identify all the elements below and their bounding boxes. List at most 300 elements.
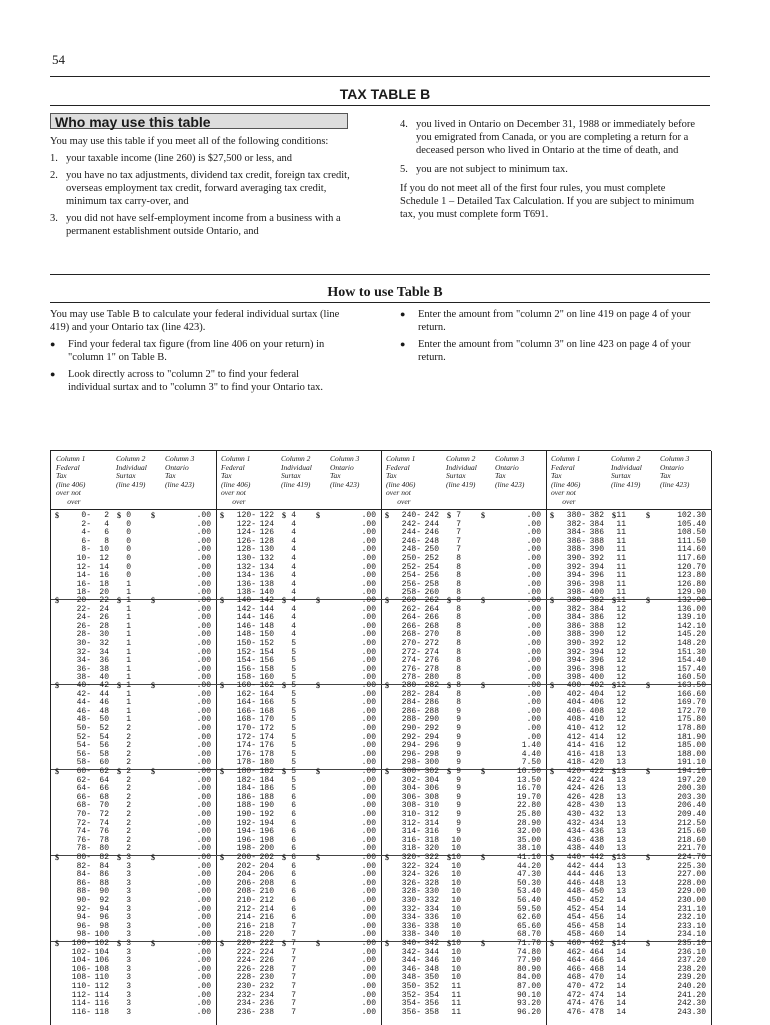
- ontario-value: 62.60: [516, 913, 541, 923]
- to-value: 62: [99, 767, 109, 776]
- ontario-value: 132.90: [677, 596, 706, 605]
- surtax-value: 0: [126, 519, 131, 529]
- dollar-sign: $: [481, 767, 485, 776]
- from-value: 382-: [566, 519, 586, 529]
- surtax-value: 6: [291, 809, 296, 819]
- from-value: 404-: [566, 698, 586, 708]
- dollar-sign: $: [481, 681, 485, 690]
- ontario-value: 234.10: [677, 930, 706, 940]
- ontario-value: 84.00: [516, 973, 541, 983]
- to-value: 160: [259, 673, 274, 683]
- dollar-sign: $: [646, 681, 650, 690]
- to-value: 198: [259, 835, 274, 845]
- to-value: 242: [424, 511, 439, 520]
- to-value: 470: [589, 973, 604, 983]
- to-value: 406: [589, 698, 604, 708]
- surtax-value: 7: [456, 528, 461, 538]
- from-value: 32-: [76, 647, 91, 657]
- from-value: 232-: [236, 990, 256, 1000]
- from-value: 226-: [236, 964, 256, 974]
- ontario-value: 1.40: [521, 741, 541, 751]
- from-value: 432-: [566, 818, 586, 828]
- from-value: 426-: [566, 792, 586, 802]
- ontario-value: 129.90: [677, 588, 706, 598]
- ontario-value: 157.40: [677, 664, 706, 674]
- surtax-value: 12: [616, 741, 626, 751]
- surtax-value: 6: [291, 835, 296, 845]
- ontario-value: .00: [361, 553, 376, 563]
- dollar-sign: $: [550, 511, 554, 520]
- ontario-value: .00: [196, 767, 211, 776]
- ontario-value: .00: [361, 715, 376, 725]
- from-value: 144-: [236, 613, 256, 623]
- to-value: 290: [424, 715, 439, 725]
- to-value: 304: [424, 775, 439, 785]
- from-value: 54-: [76, 741, 91, 751]
- table-row: [51, 880, 216, 889]
- from-value: 460-: [566, 939, 586, 948]
- surtax-value: 1: [126, 698, 131, 708]
- ontario-value: .00: [196, 792, 211, 802]
- dollar-sign: $: [550, 596, 554, 605]
- surtax-value: 8: [456, 664, 461, 674]
- surtax-value: 4: [291, 613, 296, 623]
- surtax-value: 11: [616, 553, 626, 563]
- to-value: 78: [99, 835, 109, 845]
- surtax-value: 14: [616, 939, 626, 948]
- surtax-value: 1: [126, 673, 131, 683]
- from-value: 96-: [76, 921, 91, 931]
- surtax-value: 14: [616, 990, 626, 1000]
- from-value: 14-: [76, 571, 91, 581]
- ontario-value: .00: [361, 732, 376, 742]
- dollar-sign: $: [151, 596, 155, 605]
- from-value: 474-: [566, 999, 586, 1009]
- from-value: 412-: [566, 732, 586, 742]
- surtax-value: 7: [291, 956, 296, 966]
- surtax-value: 2: [126, 801, 131, 811]
- to-value: 260: [424, 588, 439, 598]
- to-value: 400: [589, 588, 604, 598]
- from-value: 142-: [236, 604, 256, 614]
- surtax-value: 2: [126, 741, 131, 751]
- surtax-value: 11: [616, 511, 626, 520]
- from-value: 198-: [236, 844, 256, 854]
- table-row: [51, 512, 216, 521]
- to-value: 148: [259, 621, 274, 631]
- from-value: 220-: [236, 939, 256, 948]
- from-value: 444-: [566, 870, 586, 880]
- ontario-value: .00: [196, 818, 211, 828]
- to-value: 222: [259, 939, 274, 948]
- ontario-value: .00: [196, 801, 211, 811]
- surtax-value: 6: [291, 861, 296, 871]
- from-value: 134-: [236, 571, 256, 581]
- ontario-value: .00: [361, 656, 376, 666]
- who-heading: Who may use this table: [50, 113, 348, 129]
- surtax-value: 10: [451, 947, 461, 957]
- to-value: 418: [589, 749, 604, 759]
- surtax-value: 14: [616, 913, 626, 923]
- howto-right: [400, 308, 700, 364]
- ontario-value: .00: [196, 947, 211, 957]
- dollar-sign: $: [385, 939, 389, 948]
- dollar-sign: $: [117, 596, 121, 605]
- from-value: 8-: [81, 545, 91, 555]
- to-value: 204: [259, 861, 274, 871]
- from-value: 324-: [401, 870, 421, 880]
- surtax-value: 9: [456, 818, 461, 828]
- table-row: [51, 538, 216, 547]
- surtax-value: 8: [456, 698, 461, 708]
- table-row: [51, 649, 216, 658]
- from-value: 296-: [401, 749, 421, 759]
- surtax-value: 10: [451, 861, 461, 871]
- row-group: [51, 511, 216, 600]
- to-value: 412: [589, 723, 604, 733]
- to-value: 134: [259, 562, 274, 572]
- to-value: 452: [589, 895, 604, 905]
- ontario-value: .00: [196, 723, 211, 733]
- table-column-block: [216, 451, 382, 1025]
- to-value: 442: [589, 853, 604, 862]
- surtax-value: 13: [616, 809, 626, 819]
- from-value: 218-: [236, 930, 256, 940]
- surtax-value: 8: [456, 571, 461, 581]
- ontario-value: .00: [361, 956, 376, 966]
- table-row: [51, 897, 216, 906]
- from-value: 398-: [566, 673, 586, 683]
- ontario-value: .00: [196, 545, 211, 555]
- from-value: 202-: [236, 861, 256, 871]
- surtax-value: 7: [291, 1007, 296, 1017]
- from-value: 398-: [566, 588, 586, 598]
- ontario-value: .00: [361, 939, 376, 948]
- ontario-value: .00: [361, 878, 376, 888]
- to-value: 472: [589, 981, 604, 991]
- to-value: 94: [99, 904, 109, 914]
- surtax-value: 4: [291, 621, 296, 631]
- to-value: 172: [259, 723, 274, 733]
- surtax-value: 11: [616, 545, 626, 555]
- surtax-value: 0: [126, 571, 131, 581]
- dollar-sign: $: [282, 767, 286, 776]
- table-row: [51, 863, 216, 872]
- surtax-value: 7: [291, 981, 296, 991]
- from-value: 352-: [401, 990, 421, 1000]
- dollar-sign: $: [316, 853, 320, 862]
- to-value: 398: [589, 579, 604, 589]
- ontario-value: .00: [526, 698, 541, 708]
- to-value: 168: [259, 706, 274, 716]
- from-value: 428-: [566, 801, 586, 811]
- from-value: 402-: [566, 689, 586, 699]
- to-value: 414: [589, 732, 604, 742]
- ontario-value: .00: [196, 930, 211, 940]
- table-row: [51, 529, 216, 538]
- to-value: 218: [259, 921, 274, 931]
- surtax-value: 11: [616, 519, 626, 529]
- from-value: 470-: [566, 981, 586, 991]
- to-value: 278: [424, 664, 439, 674]
- from-value: 106-: [71, 964, 91, 974]
- ontario-value: .00: [361, 999, 376, 1009]
- surtax-value: 1: [126, 715, 131, 725]
- from-value: 208-: [236, 887, 256, 897]
- table-row: [546, 1009, 711, 1018]
- table-row: [51, 1009, 216, 1018]
- from-value: 156-: [236, 664, 256, 674]
- to-value: 146: [259, 613, 274, 623]
- surtax-value: 8: [456, 553, 461, 563]
- dollar-sign: $: [282, 511, 286, 520]
- ontario-value: .00: [361, 930, 376, 940]
- from-value: 86-: [76, 878, 91, 888]
- surtax-value: 6: [291, 913, 296, 923]
- surtax-value: 8: [456, 596, 461, 605]
- dollar-sign: $: [612, 596, 616, 605]
- from-value: 92-: [76, 904, 91, 914]
- surtax-value: 3: [126, 956, 131, 966]
- ontario-value: .00: [196, 895, 211, 905]
- from-value: 466-: [566, 964, 586, 974]
- surtax-value: 3: [126, 947, 131, 957]
- table-row: [51, 785, 216, 794]
- from-value: 172-: [236, 732, 256, 742]
- surtax-value: 11: [616, 536, 626, 546]
- to-value: 136: [259, 571, 274, 581]
- to-value: 74: [99, 818, 109, 828]
- table-row: [51, 794, 216, 803]
- from-value: 254-: [401, 571, 421, 581]
- surtax-value: 2: [126, 835, 131, 845]
- table-row: [51, 725, 216, 734]
- from-value: 30-: [76, 638, 91, 648]
- ontario-value: .00: [196, 887, 211, 897]
- ontario-value: .00: [196, 562, 211, 572]
- from-value: 120-: [236, 511, 256, 520]
- surtax-value: 4: [291, 536, 296, 546]
- surtax-value: 10: [451, 964, 461, 974]
- surtax-value: 11: [451, 981, 461, 991]
- from-value: 382-: [566, 604, 586, 614]
- to-value: 56: [99, 741, 109, 751]
- surtax-value: 5: [291, 723, 296, 733]
- from-value: 132-: [236, 562, 256, 572]
- dollar-sign: $: [316, 596, 320, 605]
- surtax-value: 7: [291, 947, 296, 957]
- surtax-value: 4: [291, 528, 296, 538]
- dollar-sign: $: [316, 511, 320, 520]
- ontario-value: .00: [526, 579, 541, 589]
- ontario-value: 4.40: [521, 749, 541, 759]
- from-value: 112-: [71, 990, 91, 1000]
- dollar-sign: $: [550, 767, 554, 776]
- row-group: [546, 511, 711, 600]
- who-intro: You may use this table if you meet all of the following conditions:: [50, 136, 329, 147]
- to-value: 392: [589, 553, 604, 563]
- ontario-value: .00: [526, 621, 541, 631]
- surtax-value: 1: [126, 588, 131, 598]
- ontario-value: .00: [526, 545, 541, 555]
- dollar-sign: $: [385, 596, 389, 605]
- from-value: 346-: [401, 964, 421, 974]
- dollar-sign: $: [385, 511, 389, 520]
- to-value: 170: [259, 715, 274, 725]
- to-value: 122: [259, 511, 274, 520]
- to-value: 312: [424, 809, 439, 819]
- surtax-value: 5: [291, 749, 296, 759]
- from-value: 388-: [566, 630, 586, 640]
- from-value: 82-: [76, 861, 91, 871]
- ontario-value: 35.00: [516, 835, 541, 845]
- ontario-value: .00: [526, 706, 541, 716]
- dollar-sign: $: [447, 939, 451, 948]
- ontario-value: .00: [196, 511, 211, 520]
- surtax-value: 12: [616, 656, 626, 666]
- surtax-value: 12: [616, 715, 626, 725]
- surtax-value: 8: [456, 562, 461, 572]
- to-value: 110: [94, 973, 109, 983]
- ontario-value: .00: [526, 519, 541, 529]
- ontario-value: 238.20: [677, 964, 706, 974]
- to-value: 300: [424, 758, 439, 768]
- table-row: [51, 742, 216, 751]
- to-value: 144: [259, 604, 274, 614]
- to-value: 42: [99, 681, 109, 690]
- surtax-value: 10: [451, 835, 461, 845]
- dollar-sign: $: [612, 853, 616, 862]
- table-row: [51, 768, 216, 777]
- to-value: 14: [99, 562, 109, 572]
- to-value: 106: [94, 956, 109, 966]
- surtax-value: 7: [456, 536, 461, 546]
- ontario-value: .00: [361, 511, 376, 520]
- table-row: [51, 699, 216, 708]
- to-value: 66: [99, 784, 109, 794]
- surtax-value: 14: [616, 999, 626, 1009]
- surtax-value: 14: [616, 947, 626, 957]
- to-value: 104: [94, 947, 109, 957]
- surtax-value: 9: [456, 801, 461, 811]
- ontario-value: .00: [361, 844, 376, 854]
- to-value: 258: [424, 579, 439, 589]
- to-value: 464: [589, 947, 604, 957]
- from-value: 268-: [401, 630, 421, 640]
- row-group: [381, 511, 546, 600]
- to-value: 458: [589, 921, 604, 931]
- table-row: [51, 734, 216, 743]
- ontario-value: .00: [361, 809, 376, 819]
- dollar-sign: $: [646, 596, 650, 605]
- row-group: [546, 939, 711, 1018]
- surtax-value: 2: [126, 723, 131, 733]
- to-value: 382: [589, 596, 604, 605]
- surtax-value: 3: [126, 973, 131, 983]
- surtax-value: 8: [456, 621, 461, 631]
- surtax-value: 2: [126, 809, 131, 819]
- from-value: 4-: [81, 528, 91, 538]
- row-group: [381, 681, 546, 770]
- to-value: 48: [99, 706, 109, 716]
- ontario-value: .00: [361, 647, 376, 657]
- ontario-value: .00: [196, 964, 211, 974]
- ontario-value: .00: [361, 528, 376, 538]
- to-value: 394: [589, 647, 604, 657]
- surtax-value: 11: [451, 999, 461, 1009]
- from-value: 448-: [566, 887, 586, 897]
- dollar-sign: $: [151, 511, 155, 520]
- to-value: 392: [589, 638, 604, 648]
- surtax-value: 9: [456, 741, 461, 751]
- ontario-value: .00: [361, 1007, 376, 1017]
- ontario-value: 240.20: [677, 981, 706, 991]
- dollar-sign: $: [550, 939, 554, 948]
- surtax-value: 10: [451, 904, 461, 914]
- from-value: 390-: [566, 638, 586, 648]
- surtax-value: 5: [291, 741, 296, 751]
- dollar-sign: $: [316, 681, 320, 690]
- to-value: 468: [589, 964, 604, 974]
- ontario-value: .00: [361, 973, 376, 983]
- to-value: 340: [424, 930, 439, 940]
- row-group: [51, 853, 216, 942]
- surtax-value: 6: [291, 904, 296, 914]
- ontario-value: .00: [526, 604, 541, 614]
- surtax-value: 8: [456, 681, 461, 690]
- ontario-value: .00: [526, 689, 541, 699]
- ontario-value: .00: [361, 921, 376, 931]
- surtax-value: 6: [291, 818, 296, 828]
- ontario-value: 191.10: [677, 758, 706, 768]
- from-value: 298-: [401, 758, 421, 768]
- dollar-sign: $: [385, 681, 389, 690]
- from-value: 184-: [236, 784, 256, 794]
- howto-left: [50, 308, 340, 394]
- ontario-value: .00: [361, 861, 376, 871]
- ontario-value: 229.00: [677, 887, 706, 897]
- surtax-value: 3: [126, 939, 131, 948]
- surtax-value: 2: [126, 818, 131, 828]
- row-group: [381, 596, 546, 685]
- from-value: 42-: [76, 689, 91, 699]
- howto-bullet: ● Enter the amount from "column 3" on line 423 on page 4 of your return.: [400, 339, 691, 363]
- ontario-value: .00: [361, 767, 376, 776]
- to-value: 156: [259, 656, 274, 666]
- from-value: 222-: [236, 947, 256, 957]
- to-value: 348: [424, 964, 439, 974]
- from-value: 188-: [236, 801, 256, 811]
- ontario-value: 233.10: [677, 921, 706, 931]
- surtax-value: 5: [291, 767, 296, 776]
- ontario-value: .00: [196, 999, 211, 1009]
- from-value: 472-: [566, 990, 586, 1000]
- ontario-value: 185.00: [677, 741, 706, 751]
- to-value: 216: [259, 913, 274, 923]
- ontario-value: .00: [196, 621, 211, 631]
- from-value: 44-: [76, 698, 91, 708]
- surtax-value: 3: [126, 870, 131, 880]
- to-value: 354: [424, 990, 439, 1000]
- ontario-value: .00: [361, 835, 376, 845]
- surtax-value: 6: [291, 801, 296, 811]
- from-value: 212-: [236, 904, 256, 914]
- from-value: 280-: [401, 681, 421, 690]
- ontario-value: 175.80: [677, 715, 706, 725]
- to-value: 432: [589, 809, 604, 819]
- ontario-value: 230.00: [677, 895, 706, 905]
- dollar-sign: $: [612, 681, 616, 690]
